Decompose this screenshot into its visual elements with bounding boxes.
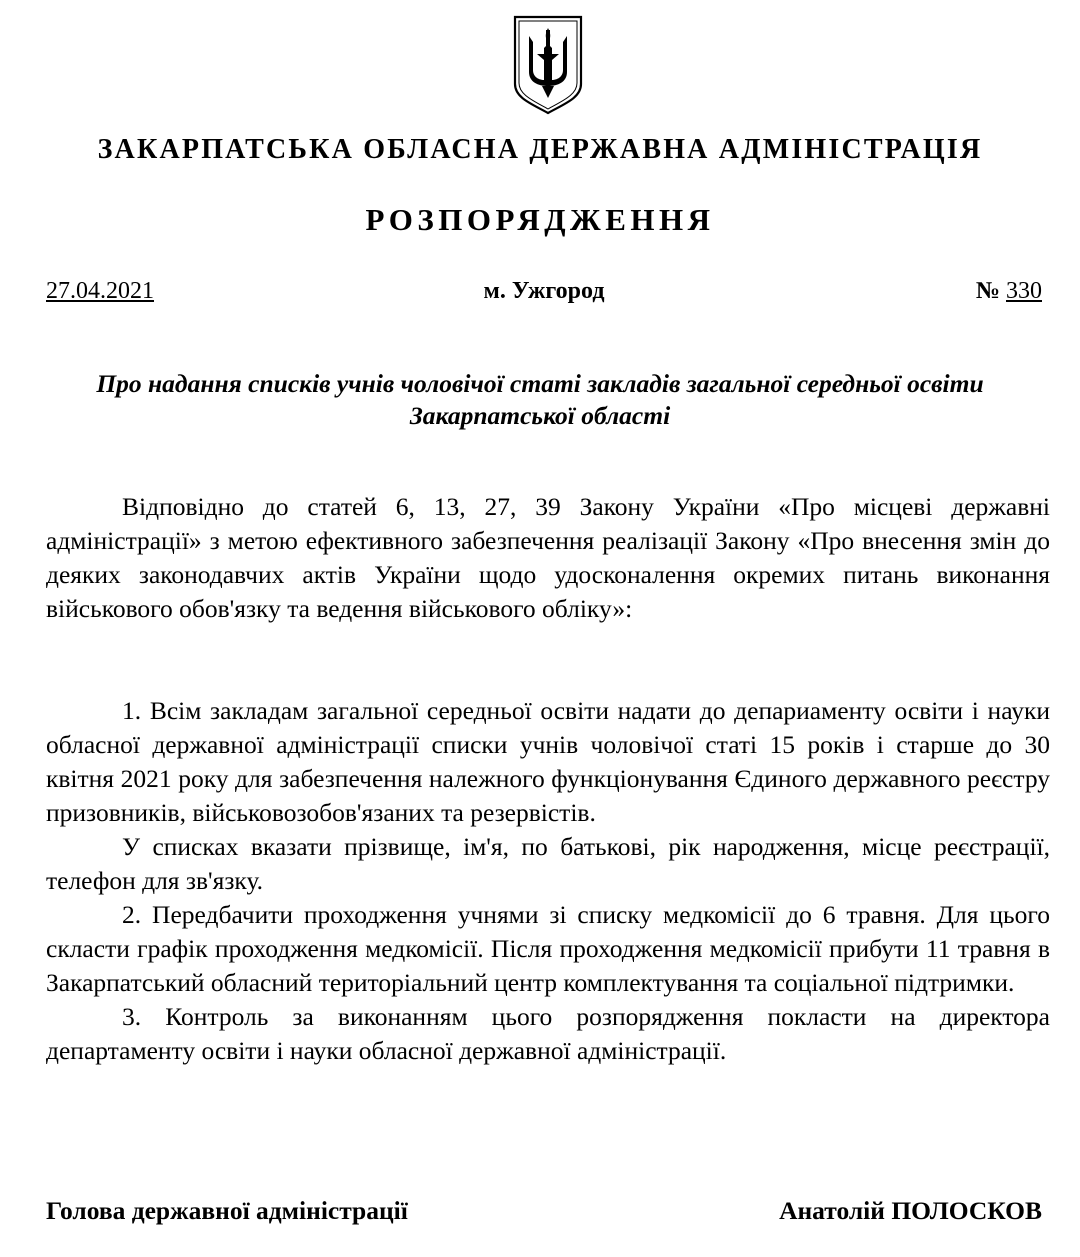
signatory-name: Анатолій ПОЛОСКОВ xyxy=(779,1196,1042,1225)
ordinance-item-1-details: У списках вказати прізвище, ім'я, по батькові, рік народження, місце реєстрації, телефон для зв'язку. xyxy=(46,832,1050,895)
signature-block xyxy=(46,1196,1042,1230)
ordinance-items xyxy=(46,694,1050,1068)
ordinance-item-3: 3. Контроль за виконанням цього розпорядження покласти на директора департаменту освіти і науки обласної державної адміністрації. xyxy=(46,1002,1050,1065)
document-subject: Про надання списків учнів чоловічої статі закладів загальної середньої освіти Закарпатської області xyxy=(96,369,984,430)
document-number xyxy=(976,278,1042,305)
coat-of-arms-icon xyxy=(512,14,584,116)
organization-name: ЗАКАРПАТСЬКА ОБЛАСНА ДЕРЖАВНА АДМІНІСТРАЦІЯ xyxy=(97,134,983,165)
ordinance-item-1: 1. Всім закладам загальної середньої освіти надати до депариаменту освіти і науки обласної державної адміністрації списки учнів чоловічої статі 15 років і старше до 30 квітня 2021 року для забезпечення належного функціонування Єдиного державного реєстру призовників, військовозобов'язаних та резервістів. xyxy=(46,696,1050,827)
document-city: м. Ужгород xyxy=(483,278,605,304)
document-type-title: РОЗПОРЯДЖЕННЯ xyxy=(365,202,715,237)
signatory-title: Голова державної адміністрації xyxy=(46,1196,408,1225)
intro-paragraph: Відповідно до статей 6, 13, 27, 39 Закону України «Про місцеві державні адміністрації» з метою ефективного забезпечення реалізації Закону «Про внесення змін до деяких законодавчих актів України щодо удосконалення окремих питань виконання військового обов'язку та ведення військового обліку»: xyxy=(46,492,1050,623)
intro-section xyxy=(46,490,1050,626)
document-date: 27.04.2021 xyxy=(46,278,154,304)
number-value: 330 xyxy=(1006,278,1042,304)
ordinance-item-2: 2. Передбачити проходження учнями зі списку медкомісії до 6 травня. Для цього скласти графік проходження медкомісії. Після проходження медкомісії прибути 11 травня в Закарпатський обласний територіальний центр комплектування та соціальної підтримки. xyxy=(46,900,1050,997)
document-meta-row xyxy=(46,278,1042,312)
number-sign: № xyxy=(975,278,1000,304)
